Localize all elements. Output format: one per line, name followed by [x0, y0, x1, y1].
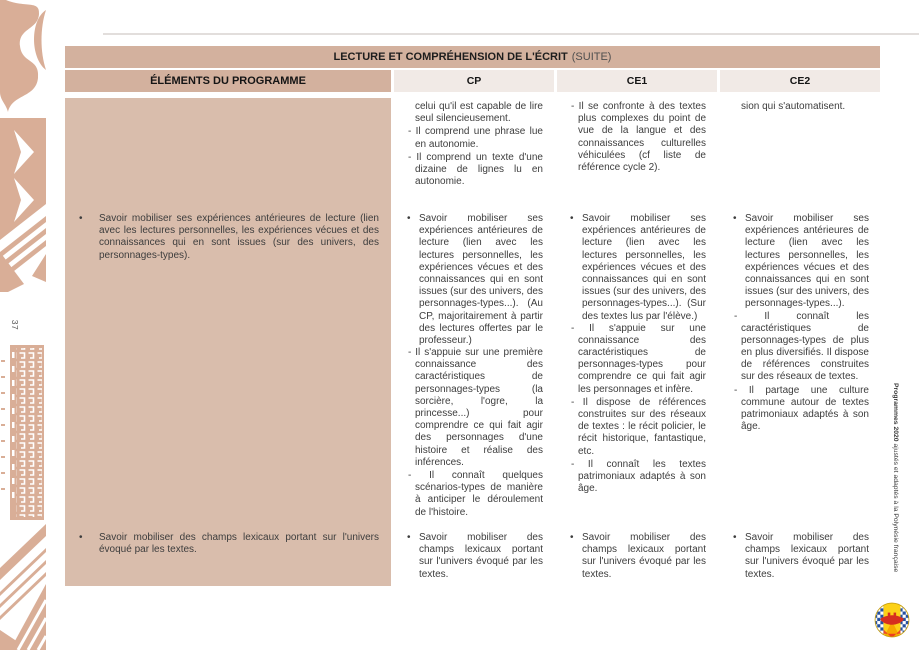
page-number: 37 — [10, 319, 21, 331]
bullet-item — [407, 213, 543, 347]
margin-note-rest: ajustés et adaptés à la Polynésie française — [892, 441, 899, 573]
paragraph: - Il s'appuie sur une première connaissance des caractéristiques de personnages-types (la sorcière, l'ogre, la princesse...) pour comprendre ce qui fait agir des personnages d'une histoire et réalise des inférences. — [408, 347, 543, 468]
paragraph: - Il connaît les caractéristiques de personnages-types de plus en plus diversifiés. Il dispose de références construites sur des réseaux de textes. — [734, 310, 869, 383]
cell-elements-champs — [65, 529, 391, 586]
margin-note-bold: Programmes 2020 — [892, 383, 899, 442]
bullet-icon: • — [570, 532, 574, 543]
cell-ce1-champs — [557, 529, 717, 586]
program-table — [65, 46, 880, 586]
table-title-main: LECTURE ET COMPRÉHENSION DE L'ÉCRIT — [333, 51, 568, 63]
cell-ce2-champs — [720, 529, 880, 586]
bullet-item — [79, 532, 379, 556]
french-polynesia-emblem-icon — [874, 602, 910, 638]
paragraph: - Il s'appuie sur une connaissance des caractéristiques de personnages-types pour comprendre ce qui fait agir les personnages et infère. — [571, 322, 706, 395]
bullet-item — [733, 213, 869, 311]
bullet-icon: • — [407, 532, 411, 543]
cell-ce2-continuation — [720, 98, 880, 210]
paragraph: celui qu'il est capable de lire seul silencieusement. — [415, 101, 543, 125]
paragraph: - Il se confronte à des textes plus complexes du point de vue de la langue et des connaissances culturelles véhiculées (cf liste de référence cycle 2). — [571, 101, 706, 173]
bullet-text: Savoir mobiliser des champs lexicaux portant sur l'univers évoqué par les textes. — [745, 532, 869, 580]
column-header-ce2: CE2 — [720, 70, 880, 92]
cell-ce1-continuation — [557, 98, 717, 210]
cell-elements-experiences — [65, 210, 391, 529]
paragraph: - Il comprend une phrase lue en autonomie. — [408, 126, 543, 150]
cell-elements-continuation — [65, 98, 391, 210]
column-header-elements: ÉLÉMENTS DU PROGRAMME — [65, 70, 391, 92]
table-title — [65, 46, 880, 68]
table-body — [65, 98, 880, 586]
cell-ce1-experiences — [557, 210, 717, 529]
bullet-text: Savoir mobiliser des champs lexicaux portant sur l'univers évoqué par les textes. — [419, 532, 543, 580]
bullet-item — [570, 532, 706, 581]
tapa-border-pattern-icon — [0, 0, 48, 650]
bullet-text: Savoir mobiliser ses expériences antérieures de lecture (lien avec les lectures personnelles, les expériences vécues et des connaissances qui en sont issues (sur des univers, des personnages-types...). — [745, 213, 869, 310]
column-header-ce1: CE1 — [557, 70, 717, 92]
margin-note — [892, 383, 899, 572]
bullet-item — [79, 213, 379, 262]
bullet-text: Savoir mobiliser des champs lexicaux portant sur l'univers évoqué par les textes. — [582, 532, 706, 580]
paragraph: sion qui s'automatisent. — [741, 101, 846, 112]
bullet-icon: • — [733, 532, 737, 543]
bullet-item — [733, 532, 869, 581]
bullet-icon: • — [79, 532, 83, 543]
bullet-icon: • — [570, 213, 574, 224]
bullet-item — [407, 532, 543, 581]
bullet-text: Savoir mobiliser des champs lexicaux portant sur l'univers évoqué par les textes. — [99, 532, 379, 556]
paragraph: - Il partage une culture commune autour de textes patrimoniaux adaptés à son âge. — [734, 384, 869, 433]
bullet-icon: • — [733, 213, 737, 224]
paragraph: - Il dispose de références construites sur des réseaux de textes : le récit policier, le récit historique, fantastique, etc. — [571, 396, 706, 457]
bullet-item — [570, 213, 706, 323]
cell-cp-continuation — [394, 98, 554, 210]
paragraph: - Il comprend un texte d'une dizaine de lignes lu en autonomie. — [408, 151, 543, 188]
bullet-text: Savoir mobiliser ses expériences antérieures de lecture (lien avec les lectures personnelles, les expériences vécues et des connaissances qui en sont issues (sur des univers, des personnages-types...). (Sur des textes lus par l'élève.) — [582, 213, 706, 322]
bullet-text: Savoir mobiliser ses expériences antérieures de lecture (lien avec les lectures personnelles, les expériences vécues et des connaissances qui en sont issues (sur des univers, des personnages-types). — [99, 213, 379, 261]
cell-cp-experiences — [394, 210, 554, 529]
paragraph: - Il connaît quelques scénarios-types de manière à anticiper le déroulement de l'histoire. — [408, 469, 543, 518]
bullet-icon: • — [79, 213, 83, 224]
bullet-icon: • — [407, 213, 411, 224]
table-title-suffix: (SUITE) — [571, 51, 612, 63]
column-header-row — [65, 70, 880, 92]
cell-cp-champs — [394, 529, 554, 586]
bullet-text: Savoir mobiliser ses expériences antérieures de lecture (lien avec les lectures personnelles, les expériences vécues et des connaissances qui en sont issues (sur des univers, des personnages-types...). (Au CP, majoritairement à partir des lectures offertes par le professeur.) — [419, 213, 543, 346]
cell-ce2-experiences — [720, 210, 880, 529]
column-header-cp: CP — [394, 70, 554, 92]
paragraph: - Il connaît les textes patrimoniaux adaptés à son âge. — [571, 458, 706, 495]
header-rule — [103, 33, 919, 35]
